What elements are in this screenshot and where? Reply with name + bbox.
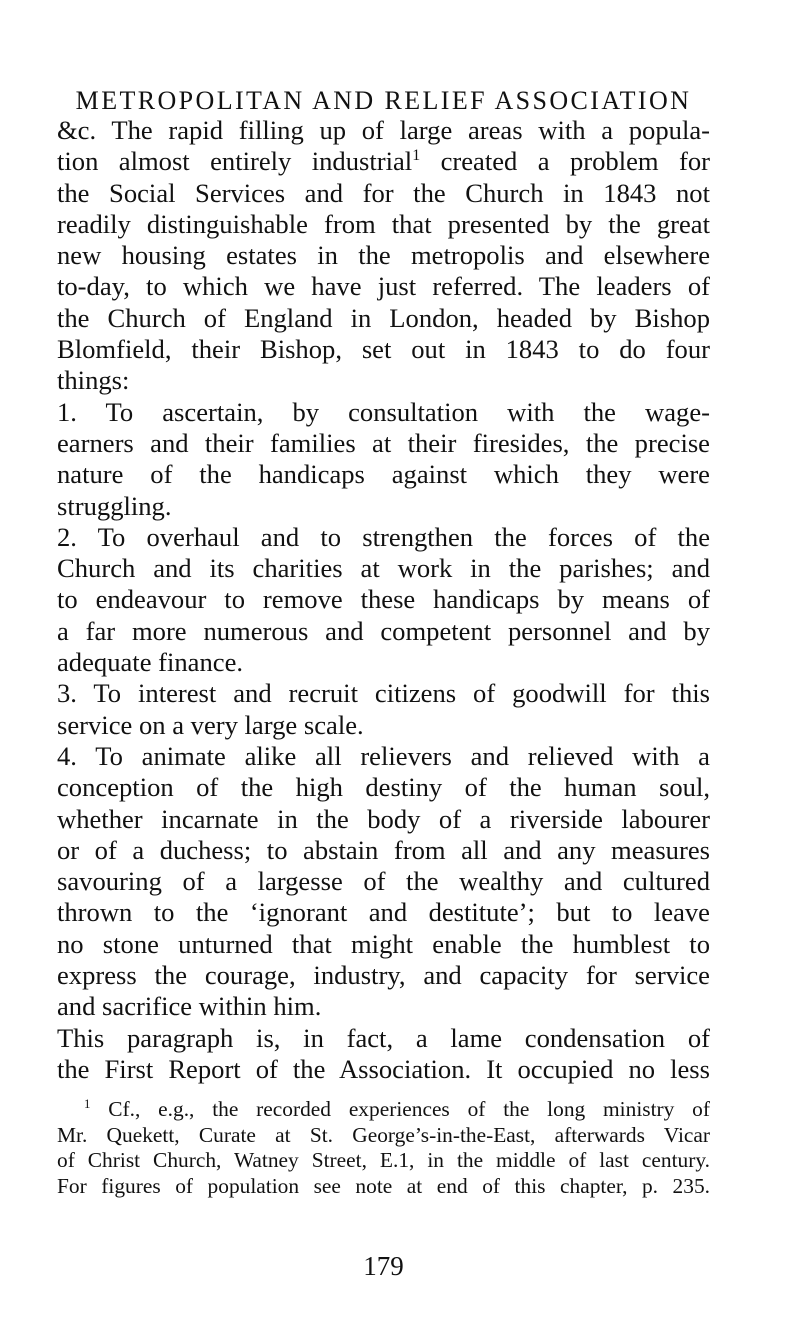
footnote-reference: 1 bbox=[412, 147, 421, 165]
body-line-2-rest: created a problem for bbox=[420, 146, 710, 177]
body-line-30: This paragraph is, in fact, a lame condensation of bbox=[57, 1022, 710, 1053]
body-line-22: conception of the high destiny of the human soul, bbox=[57, 772, 710, 803]
footnotes bbox=[57, 1097, 710, 1199]
footnote-line-2: Mr. Quekett, Curate at St. George’s-in-the-East, afterwards Vicar bbox=[57, 1122, 710, 1147]
body-line-12: nature of the handicaps against which they were bbox=[57, 459, 710, 490]
body-line-6: to-day, to which we have just referred. The leaders of bbox=[57, 271, 710, 302]
body-line-19: 3. To interest and recruit citizens of goodwill for this bbox=[57, 678, 710, 709]
body-line-27: no stone unturned that might enable the humblest to bbox=[57, 928, 710, 959]
body-line-9: things: bbox=[57, 365, 130, 396]
body-line-4: readily distinguishable from that presented by the great bbox=[57, 208, 710, 239]
page-number: 179 bbox=[363, 1251, 404, 1281]
footnote-line-4: For figures of population see note at end of this chapter, p. 235. bbox=[57, 1173, 710, 1198]
body-line-24: or of a duchess; to abstain from all and any measures bbox=[57, 834, 710, 865]
footnote-line-1-text: Cf., e.g., the recorded experiences of the long ministry of bbox=[108, 1097, 710, 1121]
footnote-marker: 1 bbox=[84, 1096, 91, 1111]
body-line-29: and sacrifice within him. bbox=[57, 991, 322, 1022]
body-line-1: &c. The rapid filling up of large areas with a popula- bbox=[57, 115, 710, 145]
body-line-8: Blomfield, their Bishop, set out in 1843 to do four bbox=[57, 334, 710, 365]
body-line-26: thrown to the ‘ignorant and destitute’; but to leave bbox=[57, 897, 710, 928]
body-line-2-text: tion almost entirely industrial bbox=[57, 146, 413, 177]
body-line-7: the Church of England in London, headed by Bishop bbox=[57, 302, 710, 333]
body-line-13: struggling. bbox=[57, 490, 172, 521]
body-line-25: savouring of a largesse of the wealthy and cultured bbox=[57, 866, 710, 897]
body-line-5: new housing estates in the metropolis and elsewhere bbox=[57, 240, 710, 271]
body-line-16: to endeavour to remove these handicaps by means of bbox=[57, 584, 710, 615]
body-line-23: whether incarnate in the body of a riverside labourer bbox=[57, 803, 710, 834]
body-text bbox=[57, 115, 710, 1085]
body-line-28: express the courage, industry, and capacity for service bbox=[57, 960, 710, 991]
body-line-15: Church and its charities at work in the parishes; and bbox=[57, 553, 710, 584]
body-line-18: adequate finance. bbox=[57, 647, 244, 678]
running-head: METROPOLITAN AND RELIEF ASSOCIATION bbox=[75, 86, 692, 115]
footnote-line-3: of Christ Church, Watney Street, E.1, in the middle of last century. bbox=[57, 1148, 710, 1172]
footnote-line-1 bbox=[57, 1097, 710, 1123]
body-line-11: earners and their families at their firesides, the precise bbox=[57, 427, 710, 458]
body-line-31: the First Report of the Association. It occupied no less bbox=[57, 1053, 710, 1084]
body-line-10: 1. To ascertain, by consultation with the wage- bbox=[57, 396, 710, 427]
body-line-20: service on a very large scale. bbox=[57, 709, 364, 740]
body-line-14: 2. To overhaul and to strengthen the forces of the bbox=[57, 521, 710, 552]
body-line-21: 4. To animate alike all relievers and relieved with a bbox=[57, 740, 710, 771]
body-line-2 bbox=[57, 146, 710, 177]
body-line-17: a far more numerous and competent personnel and by bbox=[57, 615, 710, 646]
body-line-3: the Social Services and for the Church in 1843 not bbox=[57, 177, 710, 208]
